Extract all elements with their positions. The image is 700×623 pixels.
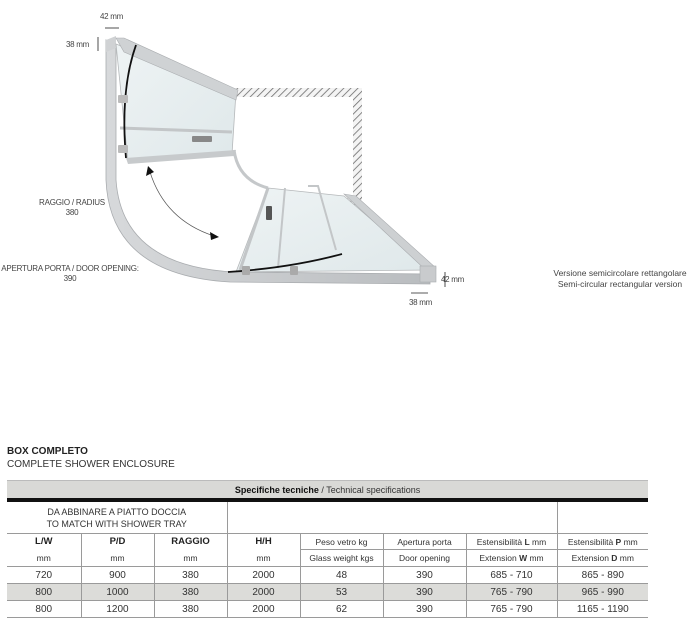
cell-hh: 2000 [227,567,300,584]
header-hh: H/H [227,534,300,550]
header-unit: mm [529,536,547,547]
table-row [7,601,648,618]
radius-label [22,198,122,218]
shower-tray-group-label [7,500,227,534]
cell-extension-w: 765 - 790 [466,584,557,601]
group-spacer-right [557,500,648,534]
cell-extension-w: 765 - 790 [466,601,557,618]
header-letter: D [611,553,618,563]
table-title-it: Specifiche tecniche [234,484,319,495]
version-caption-en: Semi-circular rectangular version [557,279,683,289]
cell-extension-d: 865 - 890 [557,567,648,584]
header-apertura-porta: Apertura porta [383,534,466,550]
section-subtitle: COMPLETE SHOWER ENCLOSURE [7,459,175,470]
header-glass-weight: Glass weight kgs [300,550,383,567]
table-title [7,481,648,501]
header-extension-d [557,550,648,567]
cell-glass-weight: 62 [300,601,383,618]
header-estensibilita-l [466,534,557,550]
group-label-en: TO MATCH WITH SHOWER TRAY [46,518,187,529]
version-caption [548,268,692,290]
unit-raggio: mm [154,550,227,567]
door-opening-label [0,264,140,284]
table-row [7,567,648,584]
header-unit: mm [527,553,544,563]
table-title-separator: / [318,484,327,495]
header-text: Extension [479,553,520,563]
cell-glass-weight: 53 [300,584,383,601]
cell-raggio: 380 [154,601,227,618]
unit-lw: mm [36,552,51,563]
table-header-row-en [7,550,648,567]
header-unit: mm [621,536,638,547]
header-raggio: RAGGIO [154,534,227,550]
cell-hh: 2000 [227,601,300,618]
cell-door-opening: 390 [383,584,466,601]
cell-pd: 1000 [81,584,154,601]
cell-raggio: 380 [154,567,227,584]
table-title-en: Technical specifications [326,484,421,495]
version-caption-it: Versione semicircolare rettangolare [553,268,687,278]
dimension-top-width: 42 mm [100,12,123,21]
table-group-row [7,500,648,534]
cell-extension-d: 965 - 990 [557,584,648,601]
cell-pd: 900 [81,567,154,584]
unit-pd: mm [81,550,154,567]
cell-glass-weight: 48 [300,567,383,584]
cell-lw: 720 [7,567,81,584]
cell-pd: 1200 [81,601,154,618]
header-peso-vetro: Peso vetro kg [300,534,383,550]
cell-lw: 800 [7,584,81,601]
header-letter: P [615,536,622,547]
upper-door-panel [116,38,238,164]
section-title: BOX COMPLETO [7,446,88,457]
header-door-opening: Door opening [383,550,466,567]
door-opening-label-text: APERTURA PORTA / DOOR OPENING: [1,264,139,273]
dimension-top-height: 38 mm [66,40,89,49]
radius-value: 380 [65,208,79,217]
cell-door-opening: 390 [383,567,466,584]
header-text: Estensibilità [567,536,616,547]
header-letter: W [519,553,528,563]
header-pd: P/D [81,534,154,550]
header-lw: L/W [7,534,81,550]
header-unit: mm [617,553,634,563]
cell-raggio: 380 [154,584,227,601]
unit-hh: mm [227,550,300,567]
cell-door-opening: 390 [383,601,466,618]
dimension-bottom-height: 42 mm [441,275,464,284]
cell-hh: 2000 [227,584,300,601]
specifications-table [7,480,648,618]
header-letter: L [524,536,530,547]
lower-door-panel [228,186,436,282]
cell-extension-d: 1165 - 1190 [557,601,648,618]
header-text: Estensibilità [476,536,525,547]
table-row [7,584,648,601]
cell-extension-w: 685 - 710 [466,567,557,584]
header-estensibilita-p [557,534,648,550]
header-text: Extension [571,553,612,563]
table-header-row-it [7,534,648,550]
table-title-band [7,481,648,501]
door-opening-value: 390 [63,274,77,283]
dimension-bottom-width: 38 mm [409,298,432,307]
group-spacer [227,500,557,534]
inner-curve [234,150,268,188]
door-swing-arrow [146,166,219,240]
header-extension-w [466,550,557,567]
group-label-it: DA ABBINARE A PIATTO DOCCIA [47,506,187,517]
radius-label-text: RAGGIO / RADIUS [39,198,105,207]
cell-lw: 800 [7,601,81,618]
